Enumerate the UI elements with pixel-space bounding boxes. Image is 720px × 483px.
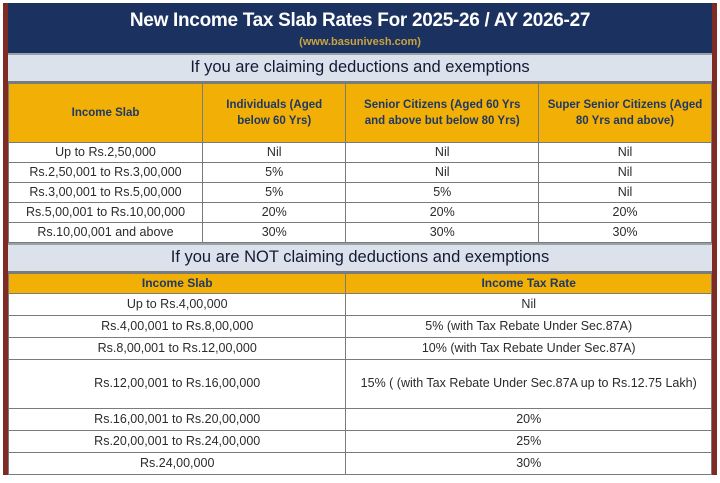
tax-slab-infographic: [3, 3, 717, 475]
table-row: [9, 182, 712, 202]
table-cell: 20%: [539, 202, 712, 222]
table-cell: Rs.16,00,001 to Rs.20,00,000: [9, 408, 346, 430]
table-cell: Up to Rs.4,00,000: [9, 293, 346, 315]
table-cell: Up to Rs.2,50,000: [9, 142, 203, 162]
table-row: [9, 452, 712, 474]
column-header-super-senior-citizens: Super Senior Citizens (Aged 80 Yrs and above): [539, 83, 712, 142]
table-cell: Nil: [539, 182, 712, 202]
table-cell: 5%: [346, 182, 539, 202]
table-row: [9, 202, 712, 222]
table-cell: Rs.10,00,001 and above: [9, 222, 203, 242]
table-row: [9, 142, 712, 162]
section-band-claiming-deductions: If you are claiming deductions and exemptions: [8, 53, 712, 83]
page-title: New Income Tax Slab Rates For 2025-26 / AY 2026-27: [129, 10, 591, 31]
column-header-income-tax-rate: Income Tax Rate: [346, 273, 712, 293]
table-cell: 15% ( (with Tax Rebate Under Sec.87A up to Rs.12.75 Lakh): [346, 359, 712, 408]
table-cell: Rs.8,00,001 to Rs.12,00,000: [9, 337, 346, 359]
table-cell: Nil: [539, 162, 712, 182]
table-cell: 25%: [346, 430, 712, 452]
table-row: [9, 162, 712, 182]
table-cell: 30%: [346, 452, 712, 474]
table-cell: Rs.12,00,001 to Rs.16,00,000: [9, 359, 346, 408]
table-cell: Rs.3,00,001 to Rs.5,00,000: [9, 182, 203, 202]
table-cell: 20%: [346, 408, 712, 430]
table-cell: Rs.4,00,001 to Rs.8,00,000: [9, 315, 346, 337]
table-cell: 5% (with Tax Rebate Under Sec.87A): [346, 315, 712, 337]
column-header-individuals: Individuals (Aged below 60 Yrs): [203, 83, 346, 142]
title-bar: [8, 3, 712, 53]
table-cell: Rs.20,00,001 to Rs.24,00,000: [9, 430, 346, 452]
table-cell: 10% (with Tax Rebate Under Sec.87A): [346, 337, 712, 359]
table-cell: Rs.5,00,001 to Rs.10,00,000: [9, 202, 203, 222]
table-row: [9, 337, 712, 359]
table-cell: 5%: [203, 182, 346, 202]
table-header-row: [9, 273, 712, 293]
table-row: [9, 430, 712, 452]
new-regime-table: [8, 273, 712, 475]
table-cell: Rs.2,50,001 to Rs.3,00,000: [9, 162, 203, 182]
table-cell: Nil: [203, 142, 346, 162]
column-header-income-slab: Income Slab: [9, 273, 346, 293]
column-header-senior-citizens: Senior Citizens (Aged 60 Yrs and above but below 80 Yrs): [346, 83, 539, 142]
table-row: [9, 315, 712, 337]
table-cell: Nil: [539, 142, 712, 162]
table-cell: Nil: [346, 293, 712, 315]
section-band-not-claiming-deductions: If you are NOT claiming deductions and exemptions: [8, 243, 712, 273]
table-row: [9, 408, 712, 430]
column-header-income-slab: Income Slab: [9, 83, 203, 142]
table-cell: 5%: [203, 162, 346, 182]
old-regime-table: [8, 83, 712, 243]
website-url: (www.basunivesh.com): [299, 35, 421, 48]
table-cell: 20%: [203, 202, 346, 222]
table-cell: Nil: [346, 142, 539, 162]
table-cell: Nil: [346, 162, 539, 182]
table-cell: 20%: [346, 202, 539, 222]
table-cell: 30%: [346, 222, 539, 242]
table-header-row: [9, 83, 712, 142]
table-cell: Rs.24,00,000: [9, 452, 346, 474]
table-cell: 30%: [203, 222, 346, 242]
table-row: [9, 293, 712, 315]
table-cell: 30%: [539, 222, 712, 242]
table-row: [9, 222, 712, 242]
table-row: [9, 359, 712, 408]
